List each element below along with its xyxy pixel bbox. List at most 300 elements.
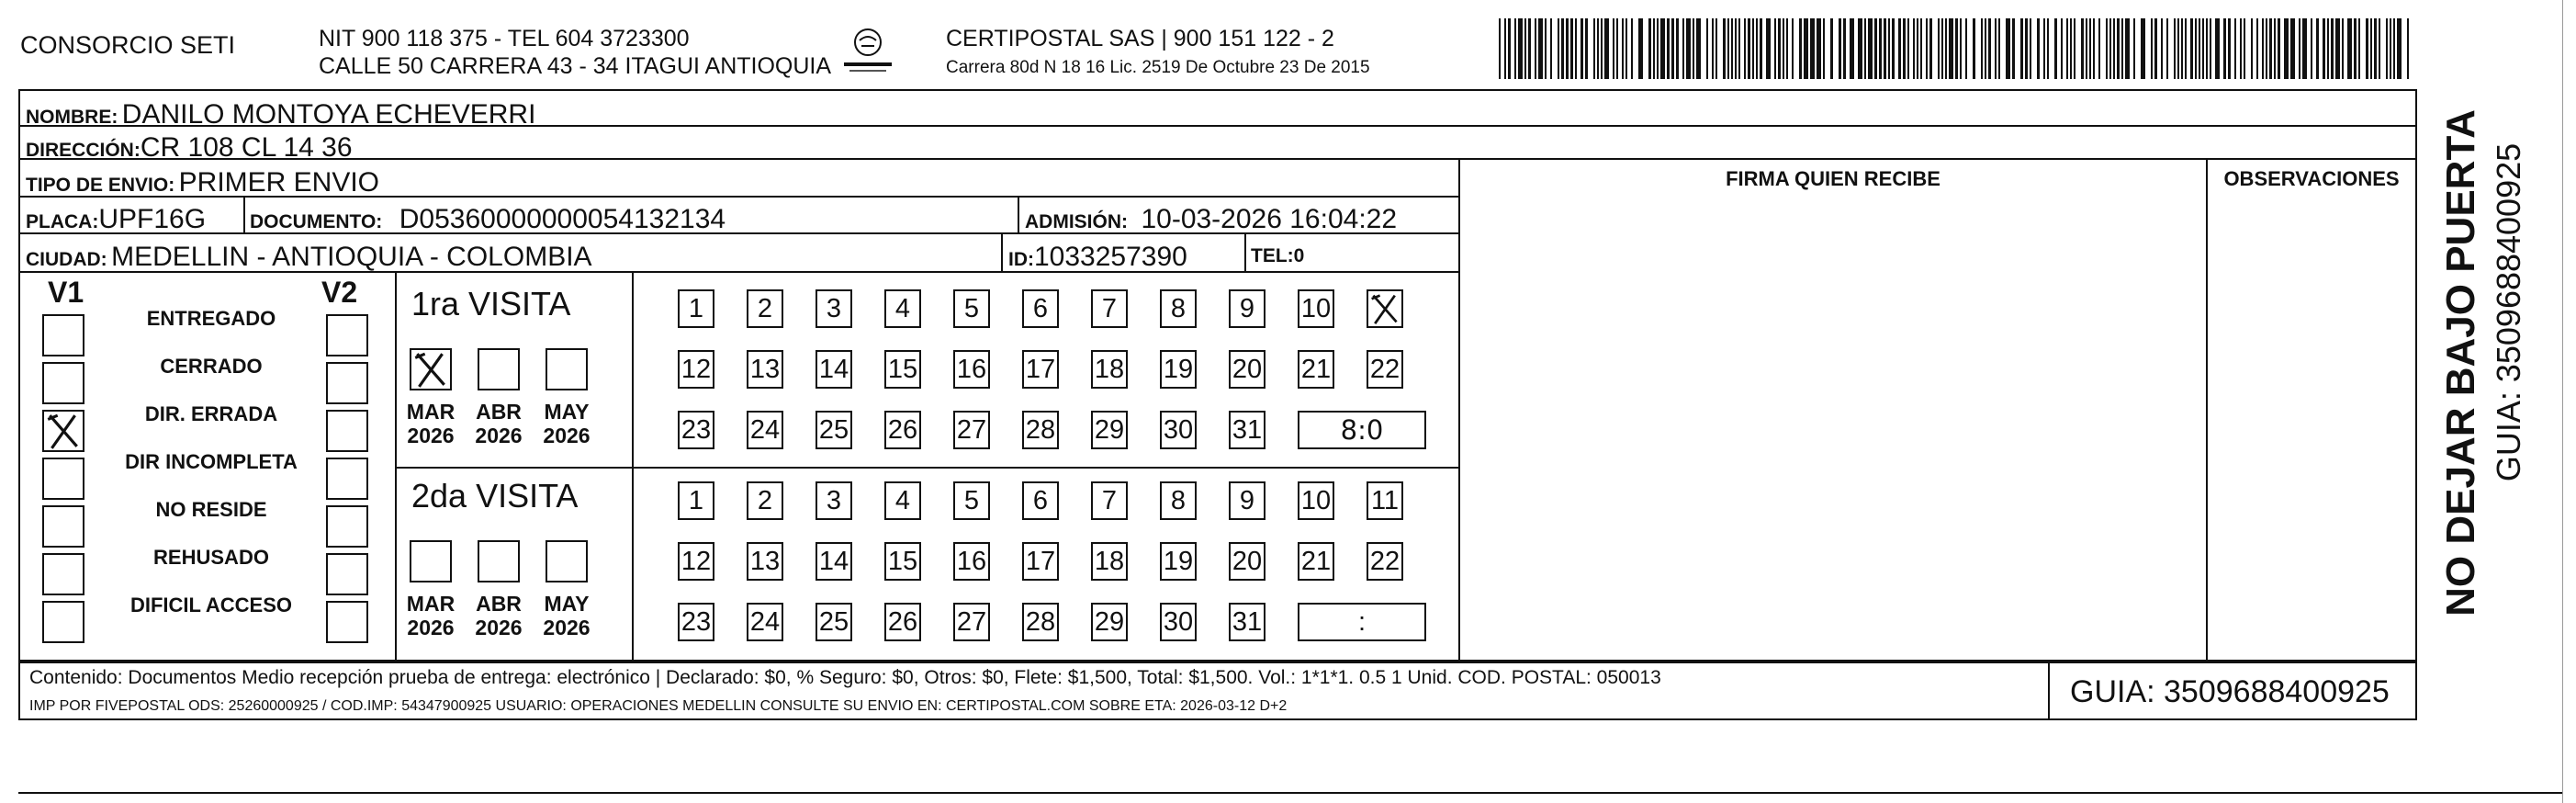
barcode-bar bbox=[1778, 18, 1781, 79]
admision-value: 10-03-2026 16:04:22 bbox=[1141, 204, 1398, 234]
barcode-bar bbox=[2407, 18, 2409, 79]
barcode-bar bbox=[2251, 18, 2253, 79]
day-box[interactable]: 25 bbox=[816, 603, 852, 641]
barcode-bar bbox=[2327, 18, 2329, 79]
barcode-bar bbox=[2302, 18, 2307, 79]
month-checkbox-abr[interactable] bbox=[478, 348, 520, 390]
barcode-bar bbox=[1580, 18, 1583, 79]
day-box[interactable]: 18 bbox=[1091, 542, 1128, 581]
day-box[interactable]: 16 bbox=[953, 350, 990, 389]
status-label: DIR INCOMPLETA bbox=[125, 450, 298, 473]
day-box[interactable]: 2 bbox=[747, 289, 783, 328]
documento-value: D05360000000054132134 bbox=[399, 204, 726, 234]
day-box[interactable]: 13 bbox=[747, 542, 783, 581]
barcode-bar bbox=[2141, 18, 2145, 79]
month-checkbox-may[interactable] bbox=[546, 348, 588, 390]
day-box[interactable]: 13 bbox=[747, 350, 783, 389]
barcode-bar bbox=[2043, 18, 2045, 79]
barcode-bar bbox=[1597, 18, 1599, 79]
nit-line: NIT 900 118 375 - TEL 604 3723300 bbox=[319, 26, 690, 51]
barcode-bar bbox=[1985, 18, 1986, 79]
barcode-bar bbox=[1706, 18, 1708, 79]
barcode-bar bbox=[1585, 18, 1588, 79]
barcode-bar bbox=[2151, 18, 2153, 79]
barcode-bar bbox=[2393, 18, 2395, 79]
day-box[interactable]: 16 bbox=[953, 542, 990, 581]
v1-checkbox-5[interactable] bbox=[42, 505, 84, 548]
barcode-bar bbox=[2174, 18, 2176, 79]
barcode-bar bbox=[2370, 18, 2372, 79]
barcode-bar bbox=[1892, 18, 1895, 79]
barcode-bar bbox=[1973, 18, 1975, 79]
barcode-bar bbox=[2262, 18, 2264, 79]
day-box[interactable]: 12 bbox=[678, 350, 714, 389]
barcode-bar bbox=[2347, 18, 2352, 79]
barcode-bar bbox=[2086, 18, 2087, 79]
day-box[interactable]: 14 bbox=[816, 350, 852, 389]
barcode-bar bbox=[1676, 18, 1679, 79]
barcode-bar bbox=[2154, 18, 2157, 79]
barcode-bar bbox=[2234, 18, 2236, 79]
barcode-bar bbox=[1792, 18, 1794, 79]
barcode-bar bbox=[1804, 18, 1808, 79]
admision-label: ADMISIÓN: 10-03-2026 16:04:22 bbox=[1025, 204, 1398, 234]
barcode-bar bbox=[2206, 18, 2208, 79]
day-box[interactable] bbox=[1367, 289, 1403, 328]
barcode-bar bbox=[1879, 18, 1882, 79]
barcode-bar bbox=[1731, 18, 1733, 79]
barcode-bar bbox=[1786, 18, 1788, 79]
day-box[interactable]: 25 bbox=[816, 411, 852, 449]
day-box[interactable]: 17 bbox=[1022, 350, 1059, 389]
barcode-bar bbox=[1613, 18, 1614, 79]
day-box[interactable]: 14 bbox=[816, 542, 852, 581]
barcode-bar bbox=[1981, 18, 1983, 79]
barcode-bar bbox=[2379, 18, 2380, 79]
barcode-bar bbox=[1528, 18, 1531, 79]
barcode-bar bbox=[1850, 18, 1854, 79]
tipo-envio-label: TIPO DE ENVIO: PRIMER ENVIO bbox=[26, 167, 380, 198]
license-line: Carrera 80d N 18 16 Lic. 2519 De Octubre 23 De 2015 bbox=[946, 58, 1370, 77]
barcode-bar bbox=[2113, 18, 2115, 79]
day-box[interactable]: 3 bbox=[816, 481, 852, 520]
month-label: MAY 2026 bbox=[543, 400, 591, 448]
barcode-bar bbox=[2161, 18, 2163, 79]
barcode-bar bbox=[1988, 18, 1991, 79]
barcode-bar bbox=[2354, 18, 2357, 79]
barcode-bar bbox=[2006, 18, 2010, 79]
barcode-bar bbox=[1638, 18, 1643, 79]
barcode-bar bbox=[2089, 18, 2091, 79]
v2-label: V2 bbox=[321, 276, 358, 309]
barcode-bar bbox=[1998, 18, 2000, 79]
barcode-bar bbox=[1858, 18, 1862, 79]
barcode-bar bbox=[1926, 18, 1928, 79]
barcode-bar bbox=[2054, 18, 2057, 79]
barcode-bar bbox=[2185, 18, 2187, 79]
day-box[interactable]: 3 bbox=[816, 289, 852, 328]
barcode-bar bbox=[1622, 18, 1624, 79]
barcode-bar bbox=[2106, 18, 2108, 79]
id-label: ID:1033257390 bbox=[1008, 242, 1187, 272]
ciudad-value: MEDELLIN - ANTIOQUIA - COLOMBIA bbox=[111, 242, 592, 272]
barcode-bar bbox=[1538, 18, 1543, 79]
status-label: ENTREGADO bbox=[146, 307, 276, 330]
day-box[interactable]: 11 bbox=[1367, 481, 1403, 520]
day-box[interactable]: 12 bbox=[678, 542, 714, 581]
status-label: CERRADO bbox=[160, 355, 263, 378]
barcode-bar bbox=[2177, 18, 2179, 79]
barcode-bar bbox=[2047, 18, 2049, 79]
barcode-bar bbox=[1558, 18, 1559, 79]
barcode-bar bbox=[1898, 18, 1901, 79]
v1-checkbox-2[interactable] bbox=[42, 362, 84, 404]
v2-checkbox-5[interactable] bbox=[326, 505, 368, 548]
barcode-bar bbox=[1504, 18, 1506, 79]
footer-content: Contenido: Documentos Medio recepción prueba de entrega: electrónico | Declarado: $0, % Seguro: $0, Otros: $0, Flete: $1,500, Total: $1,500. Vol.: 1*1*1. 0.5 1 Unid. COD. POSTAL: 050013 bbox=[29, 667, 1661, 688]
barcode-bar bbox=[1945, 18, 1947, 79]
barcode-bar bbox=[2366, 18, 2368, 79]
barcode-bar bbox=[1949, 18, 1953, 79]
barcode-bar bbox=[2066, 18, 2068, 79]
barcode-bar bbox=[1941, 18, 1943, 79]
barcode-bar bbox=[1783, 18, 1784, 79]
barcode-bar bbox=[1868, 18, 1873, 79]
status-label: NO RESIDE bbox=[155, 498, 267, 521]
barcode-bar bbox=[1903, 18, 1906, 79]
barcode-bar bbox=[1682, 18, 1684, 79]
day-box[interactable]: 10 bbox=[1298, 289, 1334, 328]
day-box[interactable]: 31 bbox=[1229, 411, 1266, 449]
month-label: MAY 2026 bbox=[543, 592, 591, 640]
barcode-bar bbox=[2244, 18, 2245, 79]
barcode-bar bbox=[2166, 18, 2168, 79]
barcode-bar bbox=[1960, 18, 1962, 79]
barcode-bar bbox=[2061, 18, 2063, 79]
barcode-bar bbox=[1888, 18, 1890, 79]
barcode-bar bbox=[2098, 18, 2100, 79]
day-box[interactable]: 27 bbox=[953, 411, 990, 449]
address-line: CALLE 50 CARRERA 43 - 34 ITAGUI ANTIOQUIA bbox=[319, 53, 832, 79]
time-box[interactable]: : bbox=[1298, 603, 1426, 641]
time-box[interactable]: 8:0 bbox=[1298, 411, 1426, 449]
barcode-bar bbox=[2228, 18, 2231, 79]
day-box[interactable]: 21 bbox=[1298, 542, 1334, 581]
barcode-bar bbox=[1696, 18, 1701, 79]
day-box[interactable]: 29 bbox=[1091, 603, 1128, 641]
barcode-bar bbox=[2358, 18, 2360, 79]
barcode-bar bbox=[1839, 18, 1841, 79]
barcode-bar bbox=[1671, 18, 1674, 79]
barcode-bar bbox=[1843, 18, 1846, 79]
barcode-bar bbox=[2012, 18, 2015, 79]
barcode-bar bbox=[1535, 18, 1536, 79]
barcode-bar bbox=[1575, 18, 1577, 79]
month-label: MAR 2026 bbox=[406, 400, 456, 448]
barcode-bar bbox=[1601, 18, 1603, 79]
barcode-bar bbox=[2074, 18, 2075, 79]
v2-checkbox-4[interactable] bbox=[326, 458, 368, 500]
barcode-bar bbox=[1884, 18, 1886, 79]
day-box[interactable]: 26 bbox=[884, 603, 921, 641]
barcode-bar bbox=[1604, 18, 1609, 79]
footer-guia: GUIA: 3509688400925 bbox=[2070, 674, 2390, 709]
barcode-bar bbox=[2269, 18, 2272, 79]
day-box[interactable]: 7 bbox=[1091, 481, 1128, 520]
day-box[interactable]: 21 bbox=[1298, 350, 1334, 389]
barcode-bar bbox=[2311, 18, 2312, 79]
direccion-value: CR 108 CL 14 36 bbox=[140, 132, 353, 163]
barcode-bar bbox=[2199, 18, 2200, 79]
barcode-bar bbox=[1735, 18, 1737, 79]
barcode-bar bbox=[2081, 18, 2084, 79]
v2-checkbox-1[interactable] bbox=[326, 314, 368, 356]
barcode-bar bbox=[2278, 18, 2280, 79]
barcode-bar bbox=[1938, 18, 1940, 79]
barcode-bar bbox=[1648, 18, 1651, 79]
tipo-envio-value: PRIMER ENVIO bbox=[178, 167, 380, 198]
barcode-bar bbox=[1712, 18, 1714, 79]
day-box[interactable]: 2 bbox=[747, 481, 783, 520]
day-box[interactable]: 22 bbox=[1367, 542, 1403, 581]
day-box[interactable]: 15 bbox=[884, 350, 921, 389]
barcode-bar bbox=[1550, 18, 1552, 79]
barcode-bar bbox=[2290, 18, 2295, 79]
barcode-bar bbox=[2274, 18, 2276, 79]
nombre-label: NOMBRE: DANILO MONTOYA ECHEVERRI bbox=[26, 99, 536, 130]
day-box[interactable]: 10 bbox=[1298, 481, 1334, 520]
barcode-bar bbox=[1667, 18, 1670, 79]
v1-checkbox-7[interactable] bbox=[42, 601, 84, 643]
placa-label: PLACA:UPF16G bbox=[26, 204, 207, 234]
day-box[interactable]: 1 bbox=[678, 289, 714, 328]
day-box[interactable]: 27 bbox=[953, 603, 990, 641]
day-box[interactable]: 22 bbox=[1367, 350, 1403, 389]
barcode-bar bbox=[1566, 18, 1569, 79]
barcode-bar bbox=[1727, 18, 1729, 79]
footer-print-info: IMP POR FIVEPOSTAL ODS: 25260000925 / COD.IMP: 54347900925 USUARIO: OPERACIONES MEDELLIN CONSULTE SU ENVIO EN: CERTIPOSTAL.COM SOBRE ETA: 2026-03-12 D+2 bbox=[29, 698, 1288, 714]
day-box[interactable]: 26 bbox=[884, 411, 921, 449]
day-box[interactable]: 1 bbox=[678, 481, 714, 520]
barcode-bar bbox=[1499, 18, 1501, 79]
barcode-bar bbox=[1760, 18, 1762, 79]
barcode-bar bbox=[1616, 18, 1618, 79]
tel-value: 0 bbox=[1293, 245, 1305, 266]
barcode-bar bbox=[2299, 18, 2300, 79]
day-box[interactable]: 23 bbox=[678, 411, 714, 449]
barcode-bar bbox=[1524, 18, 1526, 79]
placa-value: UPF16G bbox=[98, 204, 207, 234]
v1-checkbox-3[interactable] bbox=[42, 410, 84, 452]
barcode-bar bbox=[1917, 18, 1918, 79]
month-label: ABR 2026 bbox=[475, 400, 523, 448]
barcode-bar bbox=[1810, 18, 1815, 79]
barcode-bar bbox=[1744, 18, 1746, 79]
barcode-bar bbox=[1748, 18, 1750, 79]
barcode-bar bbox=[1907, 18, 1909, 79]
barcode-bar bbox=[2331, 18, 2334, 79]
barcode-bar bbox=[2390, 18, 2391, 79]
day-box[interactable]: 4 bbox=[884, 289, 921, 328]
barcode-bar bbox=[1593, 18, 1595, 79]
barcode-bar bbox=[1545, 18, 1547, 79]
documento-label: DOCUMENTO: D05360000000054132134 bbox=[250, 204, 726, 234]
barcode-bar bbox=[2397, 18, 2402, 79]
day-box[interactable]: 5 bbox=[953, 481, 990, 520]
barcode-bar bbox=[1955, 18, 1958, 79]
barcode-bar bbox=[2284, 18, 2289, 79]
day-box[interactable]: 6 bbox=[1022, 289, 1059, 328]
day-box[interactable]: 7 bbox=[1091, 289, 1128, 328]
barcode-bar bbox=[2093, 18, 2095, 79]
barcode-bar bbox=[2133, 18, 2135, 79]
day-box[interactable]: 20 bbox=[1229, 542, 1266, 581]
barcode-bar bbox=[2125, 18, 2130, 79]
barcode-bar bbox=[2323, 18, 2325, 79]
barcode-bar bbox=[2030, 18, 2031, 79]
day-box[interactable]: 6 bbox=[1022, 481, 1059, 520]
v1-checkbox-6[interactable] bbox=[42, 553, 84, 595]
day-box[interactable]: 9 bbox=[1229, 481, 1266, 520]
barcode-bar bbox=[2223, 18, 2226, 79]
barcode-bar bbox=[1625, 18, 1627, 79]
barcode-bar bbox=[2266, 18, 2267, 79]
day-box[interactable]: 15 bbox=[884, 542, 921, 581]
id-value: 1033257390 bbox=[1034, 242, 1187, 272]
visit-2-title: 2da VISITA bbox=[411, 477, 579, 515]
barcode-bar bbox=[1723, 18, 1726, 79]
day-box[interactable]: 19 bbox=[1160, 350, 1197, 389]
ciudad-label: CIUDAD: MEDELLIN - ANTIOQUIA - COLOMBIA bbox=[26, 242, 592, 272]
barcode-bar bbox=[1965, 18, 1967, 79]
barcode-bar bbox=[2037, 18, 2040, 79]
day-box[interactable]: 19 bbox=[1160, 542, 1197, 581]
barcode-bar bbox=[2020, 18, 2023, 79]
day-box[interactable]: 29 bbox=[1091, 411, 1128, 449]
day-box[interactable]: 28 bbox=[1022, 411, 1059, 449]
barcode-bar bbox=[2210, 18, 2211, 79]
barcode-bar bbox=[2374, 18, 2377, 79]
barcode-bar bbox=[1631, 18, 1633, 79]
barcode-bar bbox=[1920, 18, 1922, 79]
barcode-bar bbox=[1514, 18, 1516, 79]
day-box[interactable]: 24 bbox=[747, 411, 783, 449]
v2-checkbox-2[interactable] bbox=[326, 362, 368, 404]
barcode-bar bbox=[1738, 18, 1740, 79]
barcode-bar bbox=[1660, 18, 1665, 79]
nombre-value: DANILO MONTOYA ECHEVERRI bbox=[121, 99, 536, 130]
certipostal-logo bbox=[831, 24, 905, 79]
barcode-bar bbox=[1657, 18, 1659, 79]
carrier-line: CERTIPOSTAL SAS | 900 151 122 - 2 bbox=[946, 26, 1334, 51]
barcode-bar bbox=[1752, 18, 1754, 79]
company-name: CONSORCIO SETI bbox=[20, 31, 236, 59]
observaciones-header: OBSERVACIONES bbox=[2223, 167, 2400, 190]
month-checkbox-mar[interactable] bbox=[410, 348, 452, 390]
day-box[interactable]: 30 bbox=[1160, 411, 1197, 449]
barcode-bar bbox=[1570, 18, 1573, 79]
barcode-bar bbox=[1774, 18, 1776, 79]
month-label: ABR 2026 bbox=[475, 592, 523, 640]
barcode-bar bbox=[2240, 18, 2242, 79]
v2-checkbox-6[interactable] bbox=[326, 553, 368, 595]
barcode-bar bbox=[1874, 18, 1877, 79]
barcode-bar bbox=[2316, 18, 2319, 79]
no-dejar-bajo-puerta: NO DEJAR BAJO PUERTA bbox=[2438, 109, 2483, 616]
day-box[interactable]: 9 bbox=[1229, 289, 1266, 328]
barcode-bar bbox=[2070, 18, 2072, 79]
day-box[interactable]: 4 bbox=[884, 481, 921, 520]
barcode-bar bbox=[2202, 18, 2204, 79]
side-guia: GUIA: 3509688400925 bbox=[2490, 142, 2527, 482]
barcode-bar bbox=[2335, 18, 2340, 79]
barcode-bar bbox=[1686, 18, 1691, 79]
month-checkbox-abr[interactable] bbox=[478, 540, 520, 582]
firma-header: FIRMA QUIEN RECIBE bbox=[1726, 167, 1940, 190]
barcode-bar bbox=[2121, 18, 2123, 79]
status-label: DIFICIL ACCESO bbox=[129, 594, 292, 616]
barcode-bar bbox=[1561, 18, 1564, 79]
barcode-bar bbox=[1518, 18, 1523, 79]
status-label: DIR. ERRADA bbox=[144, 402, 278, 425]
day-box[interactable]: 18 bbox=[1091, 350, 1128, 389]
barcode-bar bbox=[1995, 18, 1997, 79]
barcode-bar bbox=[1913, 18, 1915, 79]
direccion-label: DIRECCIÓN:CR 108 CL 14 36 bbox=[26, 132, 353, 163]
month-checkbox-mar[interactable] bbox=[410, 540, 452, 582]
barcode-bar bbox=[2195, 18, 2197, 79]
barcode-bar bbox=[1817, 18, 1821, 79]
v2-checkbox-3[interactable] bbox=[326, 410, 368, 452]
barcode-bar bbox=[1508, 18, 1511, 79]
barcode-bar bbox=[1929, 18, 1932, 79]
v1-checkbox-4[interactable] bbox=[42, 458, 84, 500]
barcode-bar bbox=[1864, 18, 1866, 79]
month-label: MAR 2026 bbox=[406, 592, 456, 640]
day-box[interactable]: 23 bbox=[678, 603, 714, 641]
day-box[interactable]: 30 bbox=[1160, 603, 1197, 641]
day-box[interactable]: 8 bbox=[1160, 481, 1197, 520]
barcode-bar bbox=[2386, 18, 2388, 79]
day-box[interactable]: 24 bbox=[747, 603, 783, 641]
day-box[interactable]: 17 bbox=[1022, 542, 1059, 581]
month-checkbox-may[interactable] bbox=[546, 540, 588, 582]
day-box[interactable]: 5 bbox=[953, 289, 990, 328]
day-box[interactable]: 8 bbox=[1160, 289, 1197, 328]
barcode-bar bbox=[1653, 18, 1655, 79]
barcode-bar bbox=[1823, 18, 1825, 79]
barcode-bar bbox=[1756, 18, 1758, 79]
v2-checkbox-7[interactable] bbox=[326, 601, 368, 643]
status-label: REHUSADO bbox=[153, 546, 269, 569]
barcode-bar bbox=[1799, 18, 1802, 79]
visit-1-title: 1ra VISITA bbox=[411, 285, 571, 322]
day-box[interactable]: 20 bbox=[1229, 350, 1266, 389]
day-box[interactable]: 28 bbox=[1022, 603, 1059, 641]
barcode bbox=[1499, 18, 2417, 79]
barcode-bar bbox=[1715, 18, 1717, 79]
day-box[interactable]: 31 bbox=[1229, 603, 1266, 641]
barcode-bar bbox=[2181, 18, 2183, 79]
barcode-bar bbox=[1766, 18, 1771, 79]
barcode-bar bbox=[1693, 18, 1694, 79]
barcode-bar bbox=[2215, 18, 2220, 79]
barcode-bar bbox=[2109, 18, 2111, 79]
barcode-bar bbox=[2025, 18, 2028, 79]
barcode-bar bbox=[2190, 18, 2193, 79]
barcode-bar bbox=[2117, 18, 2120, 79]
v1-checkbox-1[interactable] bbox=[42, 314, 84, 356]
